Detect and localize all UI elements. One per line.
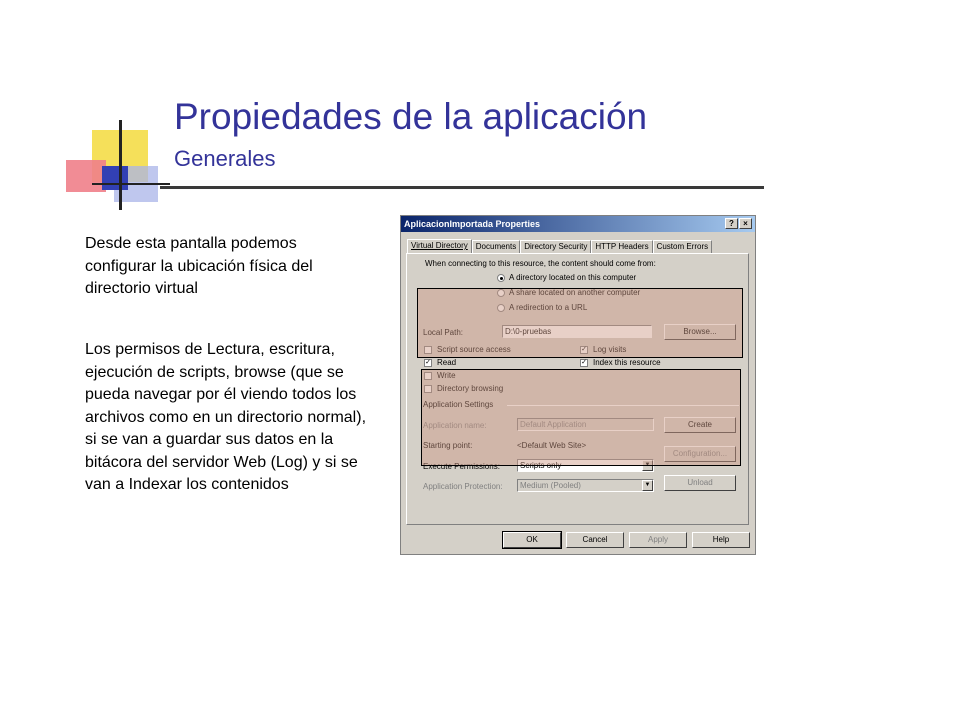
app-protection-select[interactable] (517, 479, 654, 492)
write-label: Write (437, 371, 456, 380)
apply-button[interactable]: Apply (629, 532, 687, 548)
slide-title: Propiedades de la aplicación (174, 96, 648, 137)
dialog-titlebar (401, 216, 755, 232)
highlight-source-section (417, 288, 743, 358)
radio-local-directory-label: A directory located on this computer (509, 273, 637, 282)
cancel-button[interactable]: Cancel (566, 532, 624, 548)
logo-vertical-line (119, 120, 122, 210)
logo-red-square (66, 160, 106, 192)
radio-local-directory[interactable] (497, 274, 505, 282)
index-resource-label: Index this resource (593, 358, 661, 367)
highlight-permissions-section (421, 369, 741, 466)
app-name-label: Application name: (423, 421, 487, 430)
title-divider (160, 186, 764, 189)
local-path-label: Local Path: (423, 328, 464, 337)
tab-http-headers[interactable]: HTTP Headers (591, 240, 652, 253)
virtual-directory-panel (406, 253, 749, 525)
dialog-tabs (407, 239, 712, 253)
log-visits-label: Log visits (593, 345, 627, 354)
tab-virtual-directory[interactable]: Virtual Directory (407, 239, 472, 254)
execute-permissions-label: Execute Permissions: (423, 462, 500, 471)
dialog-title: AplicacionImportada Properties (404, 219, 541, 229)
starting-point-value: <Default Web Site> (517, 441, 587, 450)
log-visits-checkbox[interactable]: ✓ (581, 346, 587, 353)
slide-logo (66, 120, 166, 210)
tab-documents[interactable]: Documents (472, 240, 520, 253)
radio-url-redirection-label: A redirection to a URL (509, 303, 588, 312)
tab-custom-errors[interactable]: Custom Errors (653, 240, 713, 253)
connect-source-label: When connecting to this resource, the content should come from: (425, 259, 656, 268)
slide-subtitle: Generales (174, 146, 276, 171)
execute-permissions-value: Scripts only (520, 461, 562, 470)
app-settings-label: Application Settings (423, 400, 494, 409)
help-button[interactable]: Help (692, 532, 750, 548)
radio-network-share-label: A share located on another computer (509, 288, 641, 297)
unload-button[interactable]: Unload (664, 475, 736, 491)
starting-point-label: Starting point: (423, 441, 473, 450)
configuration-button[interactable]: Configuration... (664, 446, 736, 462)
ok-button[interactable]: OK (503, 532, 561, 548)
directory-browsing-label: Directory browsing (437, 384, 504, 393)
read-checkbox[interactable]: ✓ (425, 359, 431, 366)
logo-horizontal-line (92, 183, 170, 185)
description-paragraph-2: Los permisos de Lectura, escritura, ejecución de scripts, browse (que se pueda navegar por él viendo todos los archivos como en un directorio normal), si se van a guardar sus datos en la bitácora del servidor Web (Log) y si se van a Indexar los contenidos (85, 341, 367, 493)
chevron-down-icon[interactable]: ▼ (642, 460, 653, 471)
logo-blue-square (102, 166, 128, 190)
read-label: Read (437, 358, 457, 367)
description-paragraph-1: Desde esta pantalla podemos configurar la ubicación física del directorio virtual (85, 235, 313, 297)
index-resource-checkbox[interactable]: ✓ (581, 359, 587, 366)
tab-directory-security[interactable]: Directory Security (520, 240, 591, 253)
app-protection-label: Application Protection: (423, 482, 503, 491)
create-button[interactable]: Create (664, 417, 736, 433)
browse-button[interactable]: Browse... (664, 324, 736, 340)
script-source-access-label: Script source access (437, 345, 511, 354)
chevron-down-icon[interactable]: ▼ (642, 480, 653, 491)
local-path-input[interactable]: D:\0-pruebas (502, 325, 652, 338)
help-icon[interactable]: ? (725, 218, 738, 229)
properties-dialog (400, 215, 756, 555)
close-icon[interactable]: × (739, 218, 752, 229)
app-protection-value: Medium (Pooled) (520, 481, 581, 490)
app-name-input[interactable]: Default Application (517, 418, 654, 431)
